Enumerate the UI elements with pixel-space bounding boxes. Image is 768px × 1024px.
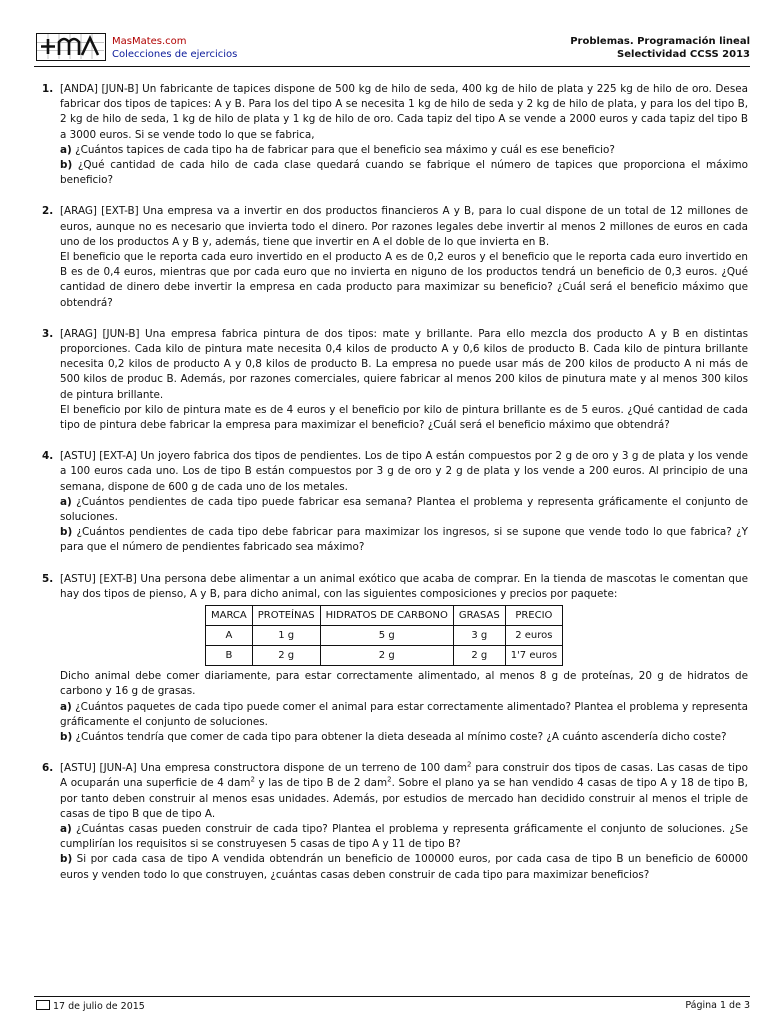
table-cell: B xyxy=(206,646,253,666)
table-cell: 2 g xyxy=(320,646,453,666)
question-label: b) xyxy=(60,730,73,743)
question-a xyxy=(60,700,748,730)
document-info xyxy=(570,35,750,61)
question-b xyxy=(60,730,748,745)
feed-composition-table xyxy=(205,605,563,666)
problem-number: 2. xyxy=(42,205,54,218)
document-title: Problemas. Programación lineal xyxy=(570,36,750,47)
problem-statement: [ANDA] [JUN-B] Un fabricante de tapices dispone de 500 kg de hilo de seda, 400 kg de hilo de plata y 225 kg de hilo de oro. Desea fabricar dos tipos de tapices: A y B. Para los del tipo A se necesita 1 kg de hilo de seda y 2 kg de hilo de plata, y para los del tipo B, 2 kg de hilo de seda, 1 kg de hilo de plata y 1 kg de hilo de oro. Cada tapiz del tipo A se vende a 2000 euros y cada tapiz del tipo B a 3000 euros. Si se vende todo lo que se fabrica, xyxy=(60,83,748,141)
question-text: ¿Cuántos tendría que comer de cada tipo para obtener la dieta deseada al mínimo coste? ¿A cuánto ascendería dicho coste? xyxy=(75,730,727,743)
problem-number: 1. xyxy=(42,83,54,95)
problem-statement: [ARAG] [JUN-B] Una empresa fabrica pintura de dos tipos: mate y brillante. Para ello mezcla dos producto A y B en distintas proporciones. Cada kilo de pintura mate necesita 0,4 kilos de producto A y 0,6 kilos de producto B. Cada kilo de pintura brillante necesita 0,2 kilos de producto A y 0,8 kilos de producto B. La empresa no puede usar más de 200 kilos de producto A ni más de 500 kilos de produc B. Además, por razones comerciales, quiere fabricar al menos 200 kilos de pinutura mate y al menos 300 kilos de pintura brillante. xyxy=(60,327,748,401)
statement-part: . Sobre el plano ya se han vendido 4 casas de tipo A y 18 de tipo B, por tanto deben construir al menos esas unidades. Además, por estudios de mercado han decidido construir al menos el triple de casas de tipo B que de tipo A. xyxy=(60,777,748,820)
problem-statement: El beneficio por kilo de pintura mate es de 4 euros y el beneficio por kilo de pintura brillante es de 5 euros. ¿Qué cantidad de cada tipo de pintura debe fabricar la empresa para maximizar el beneficio? ¿Cuál será el beneficio máximo que obtendrá? xyxy=(60,403,748,432)
footer-divider xyxy=(34,996,750,997)
superscript: 2 xyxy=(250,775,255,784)
statement-part: y las de tipo B de 2 dam xyxy=(254,777,388,790)
table-cell: 3 g xyxy=(453,626,505,646)
table-row xyxy=(206,626,563,646)
table-row xyxy=(206,646,563,666)
question-text: ¿Qué cantidad de cada hilo de cada clase quedará cuando se fabrique el número de tapices que proporciona el máximo beneficio? xyxy=(60,159,748,187)
page-number: Página 1 de 3 xyxy=(685,1000,750,1011)
problem-list xyxy=(38,82,748,883)
problem-2 xyxy=(38,204,748,310)
problem-number: 3. xyxy=(42,327,54,340)
header-divider xyxy=(34,66,750,67)
table-cell: 1 g xyxy=(252,626,320,646)
statement-part: para construir dos tipos de casas. Las casas de tipo A ocuparán una superficie de 4 dam xyxy=(60,762,748,790)
question-label: b) xyxy=(60,526,73,539)
page-footer xyxy=(36,1000,750,1014)
table-cell: 2 g xyxy=(453,646,505,666)
table-cell: 5 g xyxy=(320,626,453,646)
superscript: 2 xyxy=(466,760,472,769)
table-header-row xyxy=(206,606,563,626)
problem-4 xyxy=(38,449,748,555)
footer-date-block xyxy=(36,1000,145,1012)
column-header: MARCA xyxy=(206,606,253,626)
problem-number: 5. xyxy=(42,572,54,585)
problem-number: 4. xyxy=(42,450,54,463)
superscript: 2 xyxy=(387,775,392,784)
question-text: ¿Cuántas casas pueden construir de cada tipo? Plantea el problema y representa gráficamente el conjunto de soluciones. ¿Se cumplirían los requisitos si se construyesen 5 casas de tipo A y 11 de tipo B? xyxy=(60,822,748,851)
problem-1 xyxy=(38,82,748,188)
column-header: HIDRATOS DE CARBONO xyxy=(320,606,453,626)
problem-statement: [ARAG] [EXT-B] Una empresa va a invertir en dos productos financieros A y B, para lo cual dispone de un total de 12 millones de euros, aunque no es necesario que invierta todo el dinero. Por razones legales debe invertir al menos 2 millones de euros en cada uno de los productos A y B y, además, tiene que invertir en A el doble de lo que invierta en B. xyxy=(60,205,748,248)
question-label: b) xyxy=(60,853,73,866)
question-b xyxy=(60,158,748,188)
document-subtitle: Selectividad CCSS 2013 xyxy=(617,49,750,60)
question-label: a) xyxy=(60,822,72,835)
question-text: ¿Cuántos pendientes de cada tipo debe fabricar para maximizar los ingresos, si se supone que vende todo lo que fabrica? ¿Y para que el número de pendientes fabricado sea máximo? xyxy=(60,526,748,554)
question-label: a) xyxy=(60,495,72,508)
table-cell: 2 g xyxy=(252,646,320,666)
column-header: PROTEÍNAS xyxy=(252,606,320,626)
masmates-logo xyxy=(36,33,106,61)
question-text: Si por cada casa de tipo A vendida obtendrán un beneficio de 100000 euros, por cada casa de tipo B un beneficio de 60000 euros y venden todo lo que construyen, ¿cuántas casas deben construir de cada tipo para maximizar beneficios? xyxy=(60,853,748,881)
page-header xyxy=(34,31,750,63)
table-cell: A xyxy=(206,626,253,646)
question-label: b) xyxy=(60,159,73,172)
problem-6 xyxy=(38,761,748,883)
question-b xyxy=(60,525,748,555)
table-cell: 1'7 euros xyxy=(505,646,562,666)
question-label: a) xyxy=(60,143,72,156)
problem-statement xyxy=(60,761,748,822)
collection-name: Colecciones de ejercicios xyxy=(112,49,238,60)
question-a xyxy=(60,495,748,525)
logo-graphic xyxy=(37,34,104,59)
problem-3 xyxy=(38,327,748,433)
site-name[interactable]: MasMates.com xyxy=(112,36,187,47)
question-text: ¿Cuántos tapices de cada tipo ha de fabricar para que el beneficio sea máximo y cuál es ese beneficio? xyxy=(75,143,615,156)
problem-statement: El beneficio que le reporta cada euro invertido en el producto A es de 0,2 euros y el beneficio que le reporta cada euro invertido en B es de 0,4 euros, mientras que por cada euro que no invierta en niguno de los productos tendrá un beneficio de 0,3 euros. ¿Qué cantidad de dinero debe invertir la empresa en cada producto para maximizar su beneficio? ¿Cuál será el beneficio máximo que obtendrá? xyxy=(60,251,748,309)
brand-block xyxy=(112,35,237,61)
statement-part: [ASTU] [JUN-A] Una empresa constructora dispone de un terreno de 100 dam xyxy=(60,762,467,775)
question-b xyxy=(60,852,748,882)
column-header: GRASAS xyxy=(453,606,505,626)
table-cell: 2 euros xyxy=(505,626,562,646)
question-text: ¿Cuántos pendientes de cada tipo puede fabricar esa semana? Plantea el problema y representa gráficamente el conjunto de soluciones. xyxy=(60,495,748,524)
footer-date: 17 de julio de 2015 xyxy=(53,1001,145,1012)
small-logo-icon xyxy=(36,1000,50,1010)
column-header: PRECIO xyxy=(505,606,562,626)
question-label: a) xyxy=(60,700,72,713)
problem-statement: [ASTU] [EXT-A] Un joyero fabrica dos tipos de pendientes. Los de tipo A están compuestos por 2 g de oro y 3 g de plata y los vende a 100 euros cada uno. Los de tipo B están compuestos por 3 g de oro y 2 g de plata y los vende a 200 euros. Al principio de una semana, dispone de 600 g de cada uno de los metales. xyxy=(60,450,748,493)
problem-statement: [ASTU] [EXT-B] Una persona debe alimentar a un animal exótico que acaba de comprar. En la tienda de mascotas le comentan que hay dos tipos de pienso, A y B, para dicho animal, con las siguientes composiciones y precios por paquete: xyxy=(60,572,748,600)
problem-5 xyxy=(38,572,748,745)
problem-statement: Dicho animal debe comer diariamente, para estar correctamente alimentado, al menos 8 g de proteínas, 20 g de hidratos de carbono y 16 g de grasas. xyxy=(60,670,748,698)
question-text: ¿Cuántos paquetes de cada tipo puede comer el animal para estar correctamente alimentado? Plantea el problema y representa gráficamente el conjunto de soluciones. xyxy=(60,700,748,728)
problem-number: 6. xyxy=(42,762,54,775)
question-a xyxy=(60,822,748,852)
question-a xyxy=(60,143,748,158)
